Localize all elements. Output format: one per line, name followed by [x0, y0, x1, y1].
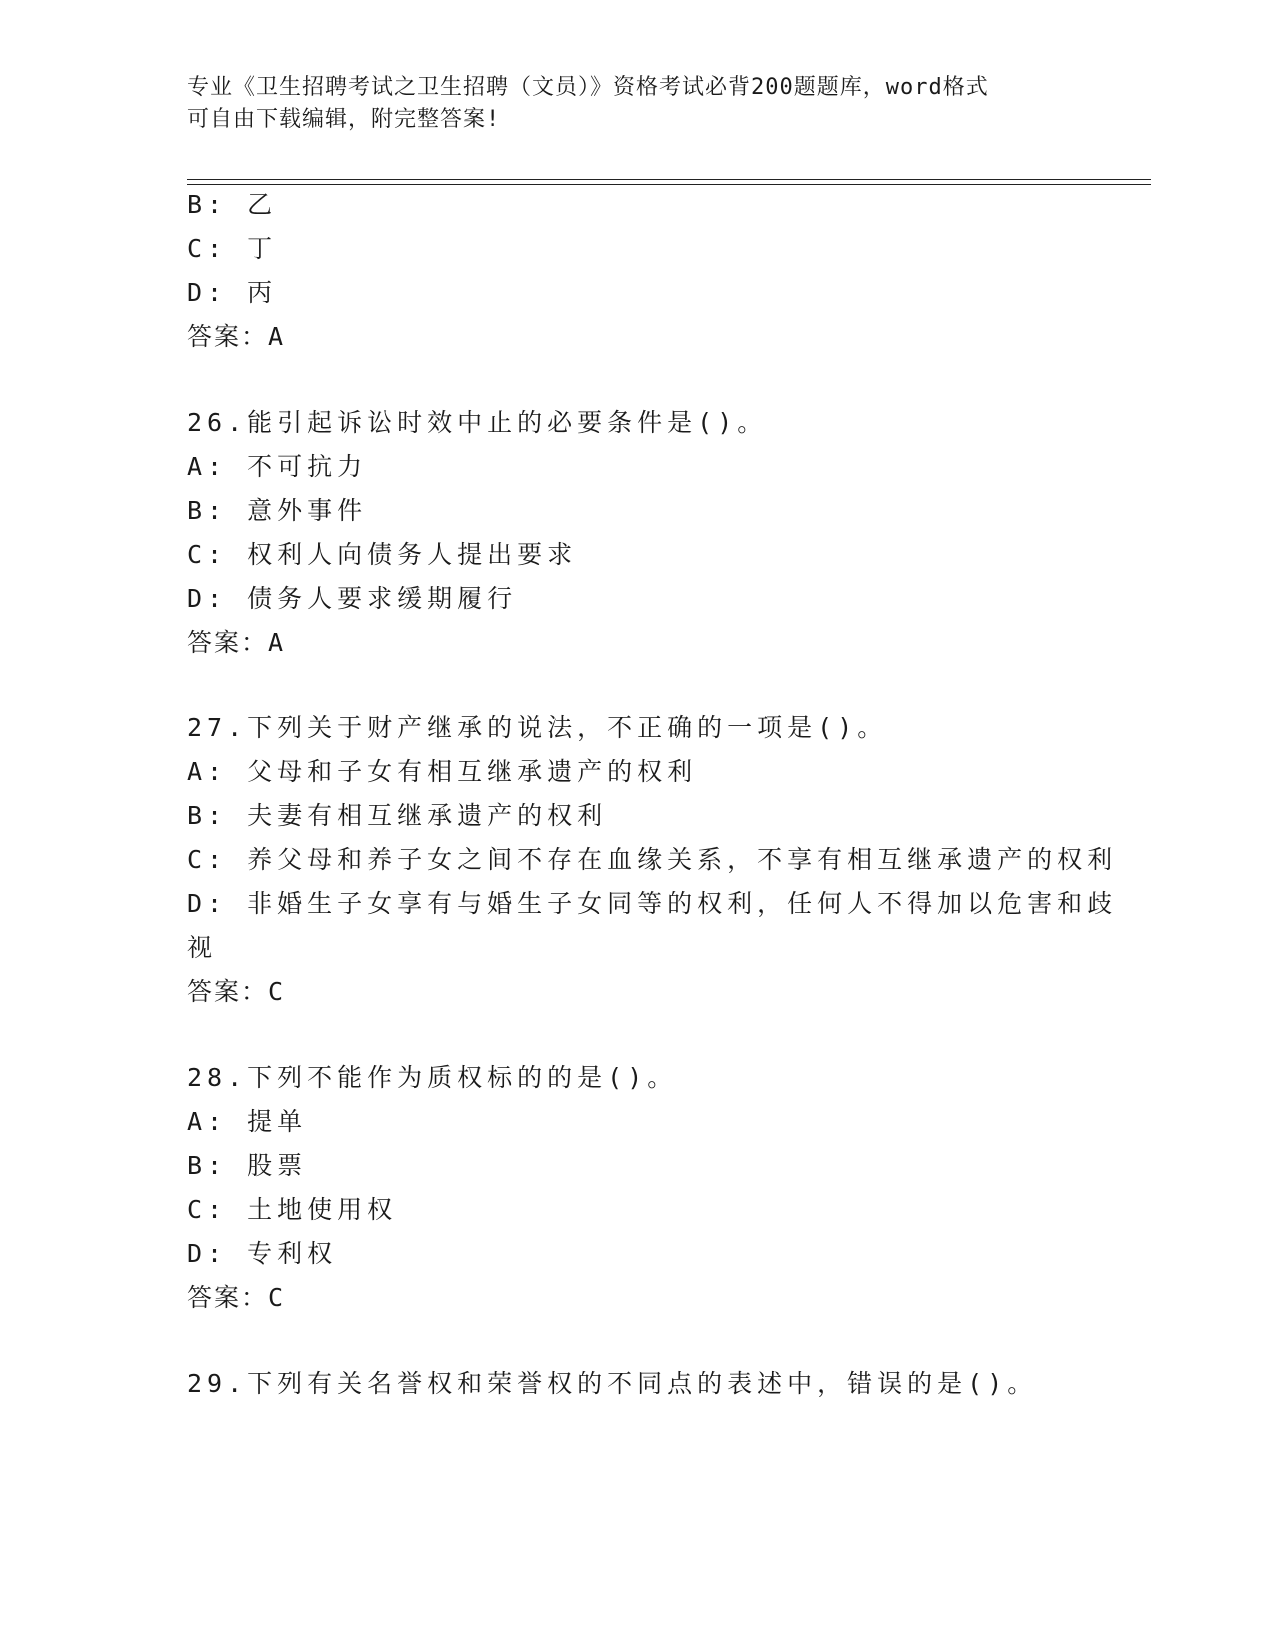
q27-answer-value: C: [268, 977, 285, 1006]
q27-option-c: C: 养父母和养子女之间不存在血缘关系，不享有相互继承遗产的权利: [187, 845, 1118, 874]
q27-answer-label: 答案：: [187, 977, 269, 1006]
q27-stem: 27.下列关于财产继承的说法，不正确的一项是()。: [187, 713, 888, 742]
q27-option-d: D: 非婚生子女享有与婚生子女同等的权利，任何人不得加以危害和歧: [187, 889, 1118, 918]
q26-option-c: C: 权利人向债务人提出要求: [187, 540, 578, 569]
q25-answer-label: 答案：: [187, 322, 269, 351]
q27-option-a: A: 父母和子女有相互继承遗产的权利: [187, 757, 698, 786]
q25-option-b: B: 乙: [187, 190, 278, 219]
q28-answer-value: C: [268, 1283, 285, 1312]
q28-option-a: A: 提单: [187, 1107, 308, 1136]
q28-option-d: D: 专利权: [187, 1239, 338, 1268]
q28-option-c: C: 土地使用权: [187, 1195, 398, 1224]
q28-option-b: B: 股票: [187, 1151, 308, 1180]
header-title-line-2: 可自由下载编辑，附完整答案!: [187, 107, 501, 132]
header-title-line-1: 专业《卫生招聘考试之卫生招聘（文员）》资格考试必背200题题库，word格式: [187, 75, 989, 100]
q26-stem: 26.能引起诉讼时效中止的必要条件是()。: [187, 408, 768, 437]
document-header: [187, 72, 1087, 136]
q27-option-d-continued: 视: [187, 933, 218, 962]
q25-option-d: D: 丙: [187, 278, 278, 307]
q28-stem: 28.下列不能作为质权标的的是()。: [187, 1063, 678, 1092]
q27-option-b: B: 夫妻有相互继承遗产的权利: [187, 801, 608, 830]
q25-answer: [187, 320, 284, 354]
q27-answer: [187, 975, 284, 1009]
q25-answer-value: A: [268, 322, 285, 351]
header-divider-top: [187, 179, 1151, 180]
q25-option-c: C: 丁: [187, 234, 278, 263]
q26-option-d: D: 债务人要求缓期履行: [187, 584, 518, 613]
q29-stem: 29.下列有关名誉权和荣誉权的不同点的表述中，错误的是()。: [187, 1369, 1038, 1398]
q26-answer: [187, 626, 284, 660]
q26-option-a: A: 不可抗力: [187, 452, 368, 481]
q26-answer-value: A: [268, 628, 285, 657]
q28-answer-label: 答案：: [187, 1283, 269, 1312]
q26-answer-label: 答案：: [187, 628, 269, 657]
q28-answer: [187, 1281, 284, 1315]
header-divider-bottom: [187, 184, 1151, 185]
q26-option-b: B: 意外事件: [187, 496, 368, 525]
